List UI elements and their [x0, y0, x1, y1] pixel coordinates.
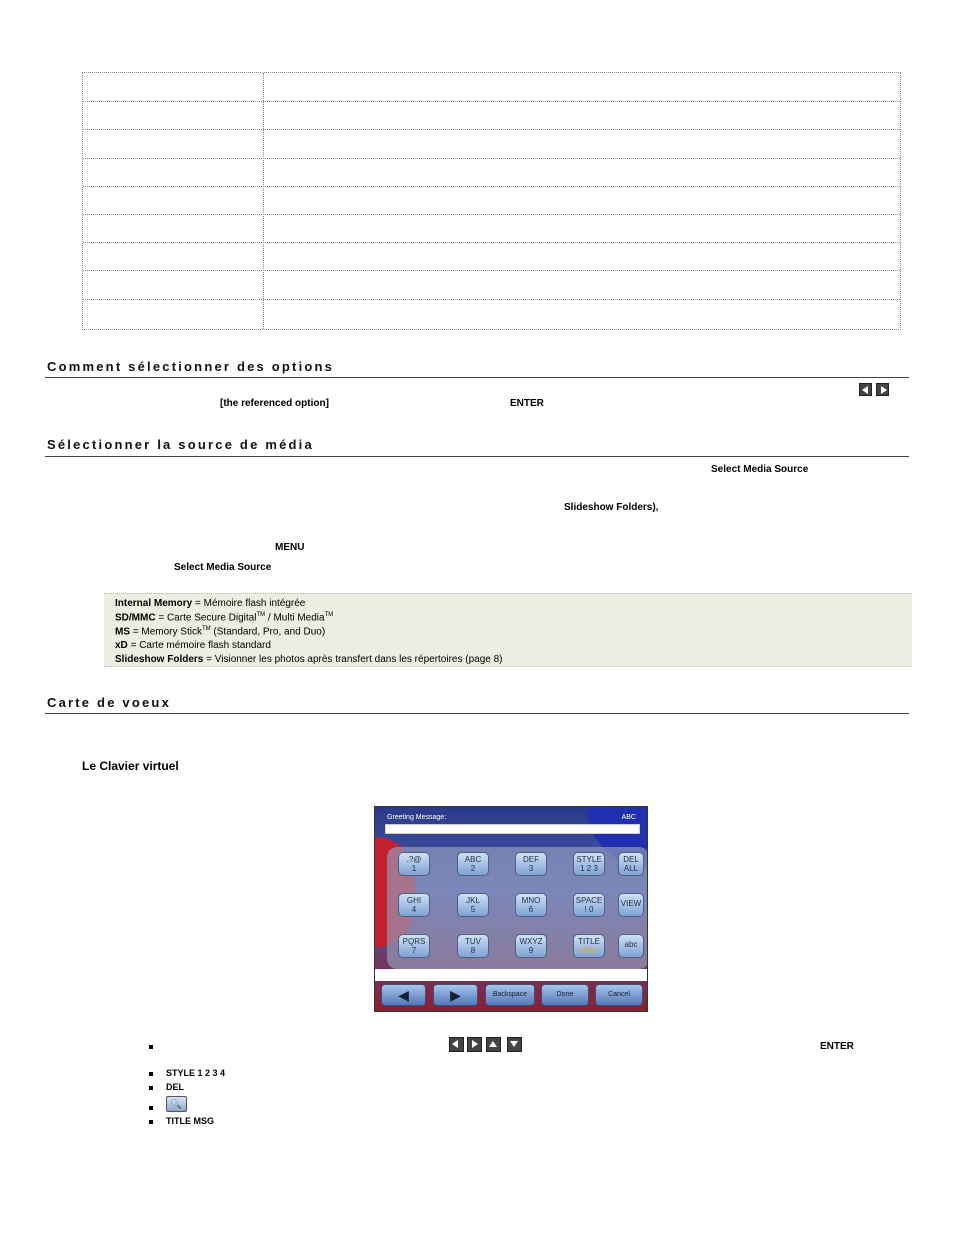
- arrow-down-icon: [507, 1037, 522, 1052]
- bullet: [149, 1106, 153, 1110]
- bullet: [149, 1072, 153, 1076]
- title-msg-label: TITLE MSG: [166, 1116, 214, 1126]
- info-line-slideshow: Slideshow Folders = Visionner les photos après transfert dans les répertoires (page 8): [115, 654, 503, 665]
- key-space[interactable]: SPACE ! 0: [573, 893, 605, 917]
- bullet: [149, 1120, 153, 1124]
- arrow-right-icon: [876, 383, 889, 396]
- options-table: [82, 72, 901, 330]
- info-line-ms: MS = Memory Stick™ (Standard, Pro, and Duo): [115, 626, 326, 638]
- table-row: [83, 214, 900, 243]
- greeting-heading: Carte de voeux: [47, 695, 172, 710]
- key-style[interactable]: STYLE 1 2 3: [573, 852, 605, 876]
- key-2[interactable]: ABC 2: [457, 852, 489, 876]
- style-label: STYLE 1 2 3 4: [166, 1068, 226, 1078]
- key-abc[interactable]: abc: [618, 934, 644, 958]
- slideshow-folders-label: Slideshow Folders),: [564, 502, 659, 513]
- media-source-info-box: [104, 593, 912, 667]
- arrow-left-icon: [859, 383, 872, 396]
- select-media-source-label: Select Media Source: [711, 464, 809, 475]
- options-heading: Comment sélectionner des options: [47, 359, 335, 374]
- arrow-up-icon: [486, 1037, 501, 1052]
- enter-label: ENTER: [820, 1041, 854, 1052]
- bullet: [149, 1086, 153, 1090]
- magnifier-icon: 🔍: [166, 1096, 187, 1112]
- backspace-button[interactable]: Backspace: [485, 984, 535, 1006]
- key-title-msg[interactable]: TITLE MSG: [573, 934, 605, 958]
- del-label: DEL: [166, 1082, 184, 1092]
- chevron-right-icon: ▶: [450, 987, 461, 1003]
- cursor-right-button[interactable]: [433, 984, 478, 1006]
- key-4[interactable]: GHI 4: [398, 893, 430, 917]
- bullet: [149, 1045, 153, 1049]
- key-3[interactable]: DEF 3: [515, 852, 547, 876]
- key-8[interactable]: TUV 8: [457, 934, 489, 958]
- table-row: [83, 158, 900, 187]
- media-heading: Sélectionner la source de média: [47, 437, 314, 452]
- chevron-left-icon: ◀: [398, 987, 409, 1003]
- key-5[interactable]: JKL 5: [457, 893, 489, 917]
- key-7[interactable]: PQRS 7: [398, 934, 430, 958]
- arrow-right-icon: [467, 1037, 482, 1052]
- referenced-option-label: [the referenced option]: [220, 398, 329, 409]
- table-row: [83, 271, 900, 300]
- table-row: [83, 186, 900, 215]
- info-line-xd: xD = Carte mémoire flash standard: [115, 640, 271, 651]
- section-divider: [45, 713, 909, 714]
- cursor-left-button[interactable]: [381, 984, 426, 1006]
- info-line-sdmmc: SD/MMC = Carte Secure Digital™ / Multi Media™: [115, 612, 334, 624]
- greeting-message-input[interactable]: [385, 824, 640, 834]
- section-divider: [45, 377, 909, 378]
- key-1[interactable]: .?@ 1: [398, 852, 430, 876]
- table-row: [83, 101, 900, 130]
- greeting-message-label: Greeting Message:: [387, 814, 447, 821]
- table-row: [83, 130, 900, 159]
- virtual-keyboard-screenshot: [374, 806, 648, 1012]
- keyboard-strip: [375, 969, 648, 981]
- cancel-button[interactable]: Cancel: [595, 984, 643, 1006]
- key-9[interactable]: WXYZ 9: [515, 934, 547, 958]
- input-mode-indicator: ABC: [621, 814, 636, 821]
- key-del-all[interactable]: DEL ALL: [618, 852, 644, 876]
- section-divider: [45, 456, 909, 457]
- table-row: [83, 242, 900, 271]
- info-line-internal: Internal Memory = Mémoire flash intégrée: [115, 598, 306, 609]
- key-view[interactable]: VIEW: [618, 893, 644, 917]
- enter-label: ENTER: [510, 398, 544, 409]
- virtual-keyboard-subheading: Le Clavier virtuel: [82, 759, 179, 773]
- key-6[interactable]: MNO 6: [515, 893, 547, 917]
- done-button[interactable]: Done: [541, 984, 589, 1006]
- table-row: [83, 73, 900, 102]
- menu-label: MENU: [275, 542, 305, 553]
- select-media-source-label-2: Select Media Source: [174, 562, 272, 573]
- arrow-left-icon: [449, 1037, 464, 1052]
